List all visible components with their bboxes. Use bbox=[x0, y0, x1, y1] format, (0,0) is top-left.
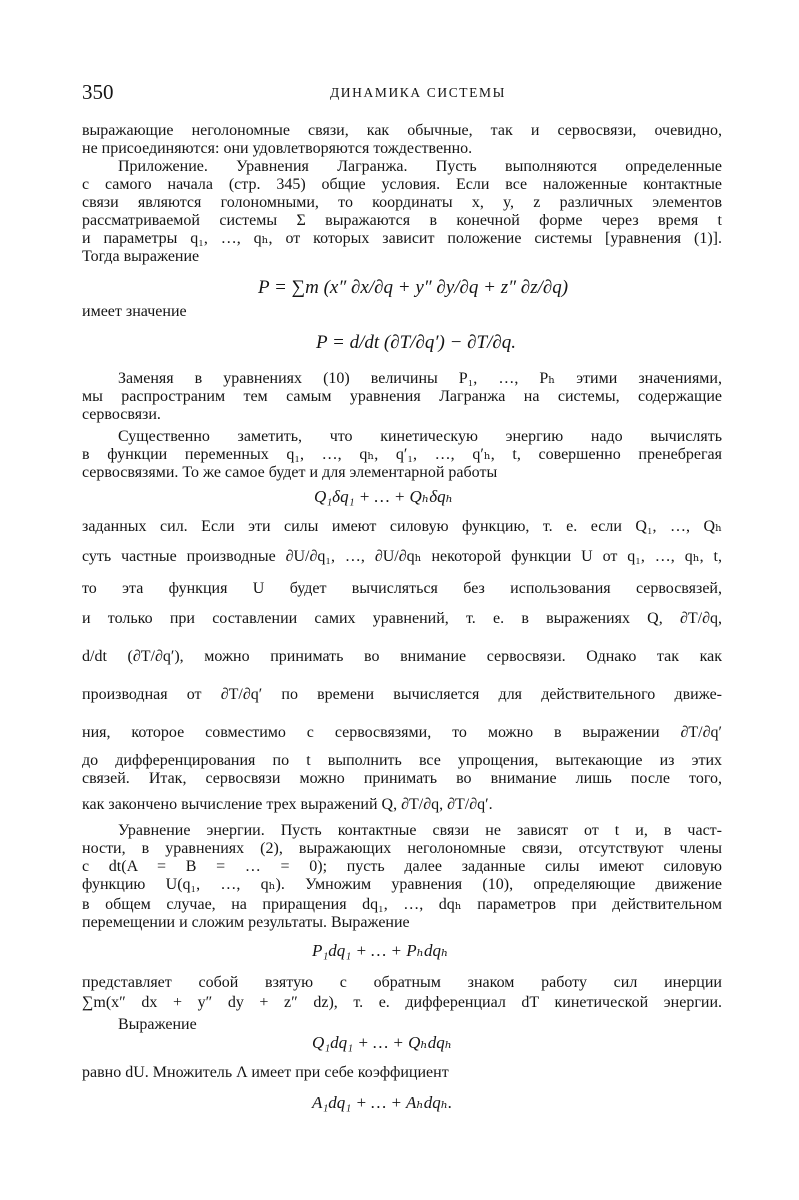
text-line: не присоединяются: они удовлетворяются тождественно. bbox=[82, 140, 473, 157]
text-line: Уравнение энергии. Пусть контактные связи не зависят от t и, в част- bbox=[118, 822, 722, 839]
page-number: 350 bbox=[82, 80, 114, 104]
text-line: выражающие неголономные связи, как обычные, так и сервосвязи, очевидно, bbox=[82, 122, 722, 139]
text-line: Приложение. Уравнения Лагранжа. Пусть выполняются определенные bbox=[118, 158, 722, 175]
text-line: ния, которое совместимо с сервосвязями, то можно в выражении ∂T/∂q′ bbox=[82, 724, 722, 741]
text-line: мы распространим тем самым уравнения Лагранжа на системы, содержащие bbox=[82, 388, 722, 405]
display-formula: P = ∑m (x″ ∂x/∂q + y″ ∂y/∂q + z″ ∂z/∂q) bbox=[258, 277, 569, 298]
text-line: функцию U(q₁, …, qₕ). Умножим уравнения (10), определяющие движение bbox=[82, 876, 722, 893]
display-formula: A₁dq₁ + … + Aₕdqₕ. bbox=[312, 1093, 453, 1112]
text-line: в общем случае, на приращения dq₁, …, dqₕ параметров при действительном bbox=[82, 896, 722, 913]
text-line: d/dt (∂T/∂q′), можно принимать во внимание сервосвязи. Однако так как bbox=[82, 648, 722, 665]
text-line: Выражение bbox=[118, 1016, 197, 1033]
text-line: до дифференцирования по t выполнить все упрощения, вытекающие из этих bbox=[82, 752, 722, 769]
text-line: и только при составлении самих уравнений, т. е. в выражениях Q, ∂T/∂q, bbox=[82, 610, 722, 627]
text-line: имеет значение bbox=[82, 303, 187, 320]
text-line: и параметры q₁, …, qₕ, от которых зависит положение системы [уравнения (1)]. bbox=[82, 230, 722, 247]
text-line: ∑m(x″ dx + y″ dy + z″ dz), т. е. дифференциал dT кинетической энергии. bbox=[82, 994, 722, 1011]
display-formula: Q₁dq₁ + … + Qₕdqₕ bbox=[312, 1033, 453, 1052]
text-line: производная от ∂T/∂q′ по времени вычисляется для действительного движе- bbox=[82, 686, 722, 703]
text-line: сервосвязями. То же самое будет и для элементарной работы bbox=[82, 464, 498, 481]
text-line: Заменяя в уравнениях (10) величины P₁, …, Pₕ этими значениями, bbox=[118, 370, 722, 387]
text-line: Существенно заметить, что кинетическую энергию надо вычислять bbox=[118, 428, 722, 445]
text-line: Тогда выражение bbox=[82, 248, 200, 265]
display-formula: P = d/dt (∂T/∂q′) − ∂T/∂q. bbox=[316, 332, 517, 353]
text-line: с dt(A = B = … = 0); пусть далее заданные силы имеют силовую bbox=[82, 858, 722, 875]
text-line: равно dU. Множитель Λ имеет при себе коэффициент bbox=[82, 1064, 449, 1081]
text-line: связей. Итак, сервосвязи можно принимать во внимание лишь после того, bbox=[82, 770, 722, 787]
text-line: с самого начала (стр. 345) общие условия. Если все наложенные контактные bbox=[82, 176, 722, 193]
text-line: как закончено вычисление трех выражений Q, ∂T/∂q, ∂T/∂q′. bbox=[82, 796, 493, 813]
text-line: суть частные производные ∂U/∂q₁, …, ∂U/∂qₕ некоторой функции U от q₁, …, qₕ, t, bbox=[82, 548, 722, 565]
text-line: то эта функция U будет вычисляться без использования сервосвязей, bbox=[82, 580, 722, 597]
display-formula: Q₁δq₁ + … + Qₕδqₕ bbox=[314, 487, 453, 506]
running-title: ДИНАМИКА СИСТЕМЫ bbox=[330, 85, 506, 100]
display-formula: P₁dq₁ + … + Pₕdqₕ bbox=[312, 941, 449, 960]
text-line: заданных сил. Если эти силы имеют силовую функцию, т. е. если Q₁, …, Qₕ bbox=[82, 518, 722, 535]
text-line: рассматриваемой системы Σ выражаются в конечной форме через время t bbox=[82, 212, 722, 229]
text-line: представляет собой взятую с обратным знаком работу сил инерции bbox=[82, 974, 722, 991]
text-line: сервосвязи. bbox=[82, 406, 161, 423]
text-line: связи являются голономными, то координаты x, y, z различных элементов bbox=[82, 194, 722, 211]
text-line: в функции переменных q₁, …, qₕ, q′₁, …, q′ₕ, t, совершенно пренебрегая bbox=[82, 446, 722, 463]
text-line: ности, в уравнениях (2), выражающих неголономные связи, отсутствуют члены bbox=[82, 840, 722, 857]
text-line: перемещении и сложим результаты. Выражение bbox=[82, 914, 410, 931]
